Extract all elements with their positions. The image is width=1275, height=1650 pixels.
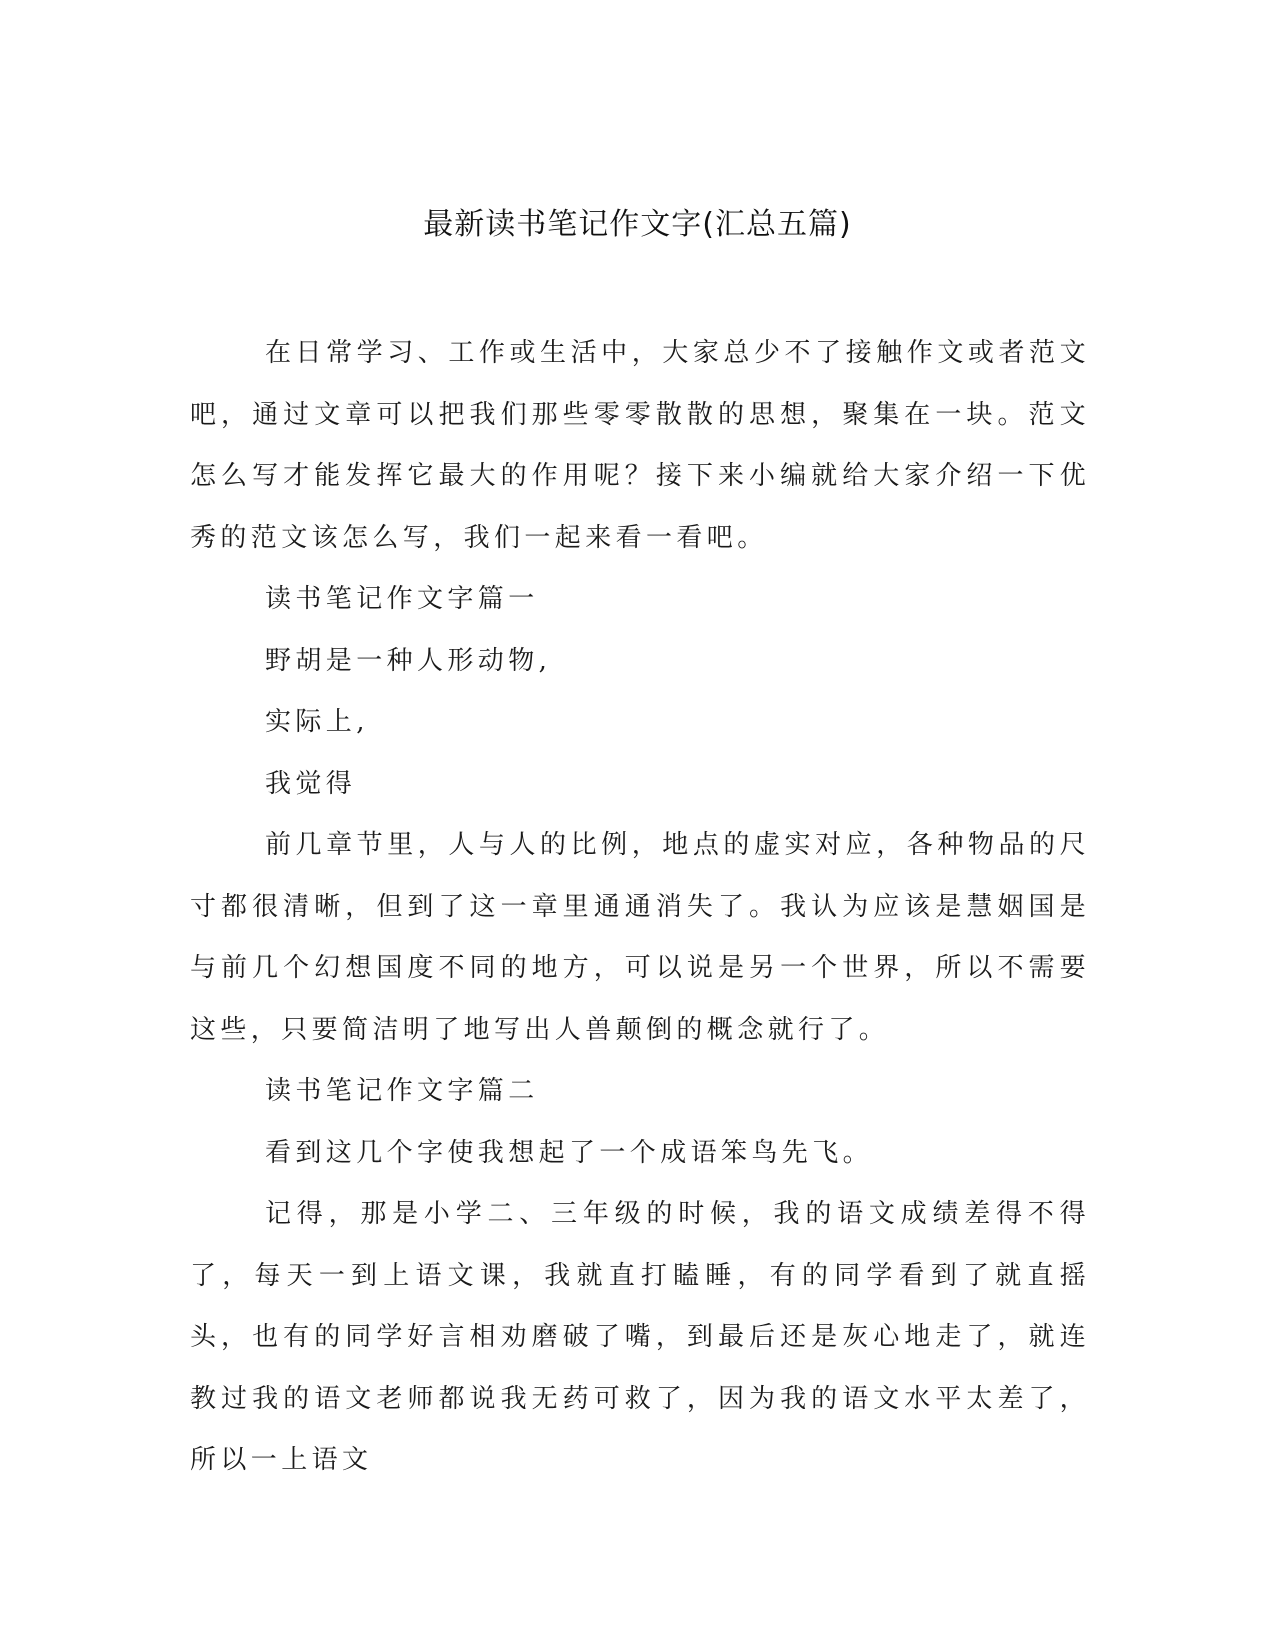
paragraph: 实际上, bbox=[265, 707, 369, 737]
paragraph: 记得，那是小学二、三年级的时候，我的语文成绩差得不得了，每天一到上语文课，我就直打瞌睡，有的同学看到了就直摇头，也有的同学好言相劝磨破了嘴，到最后还是灰心地走了，就连教过我的语文老师都说我无药可救了，因为我的语文水平太差了，所以一上语文 bbox=[190, 1199, 1090, 1475]
document-title: 最新读书笔记作文字(汇总五篇) bbox=[423, 207, 852, 242]
paragraph: 前几章节里，人与人的比例，地点的虚实对应，各种物品的尺寸都很清晰，但到了这一章里通通消失了。我认为应该是慧姻国是与前几个幻想国度不同的地方，可以说是另一个世界，所以不需要这些，只要简洁明了地写出人兽颠倒的概念就行了。 bbox=[190, 830, 1090, 1045]
paragraph: 野胡是一种人形动物, bbox=[265, 645, 552, 676]
document-body bbox=[190, 323, 1090, 1492]
section-heading-2: 读书笔记作文字篇二 bbox=[265, 1076, 539, 1106]
paragraph: 我觉得 bbox=[265, 768, 357, 799]
section-heading-1: 读书笔记作文字篇一 bbox=[265, 584, 539, 614]
paragraph: 看到这几个字使我想起了一个成语笨鸟先飞。 bbox=[265, 1137, 874, 1168]
paragraph-intro: 在日常学习、工作或生活中，大家总少不了接触作文或者范文吧，通过文章可以把我们那些零零散散的思想，聚集在一块。范文怎么写才能发挥它最大的作用呢？接下来小编就给大家介绍一下优秀的范文该怎么写，我们一起来看一看吧。 bbox=[190, 338, 1090, 553]
